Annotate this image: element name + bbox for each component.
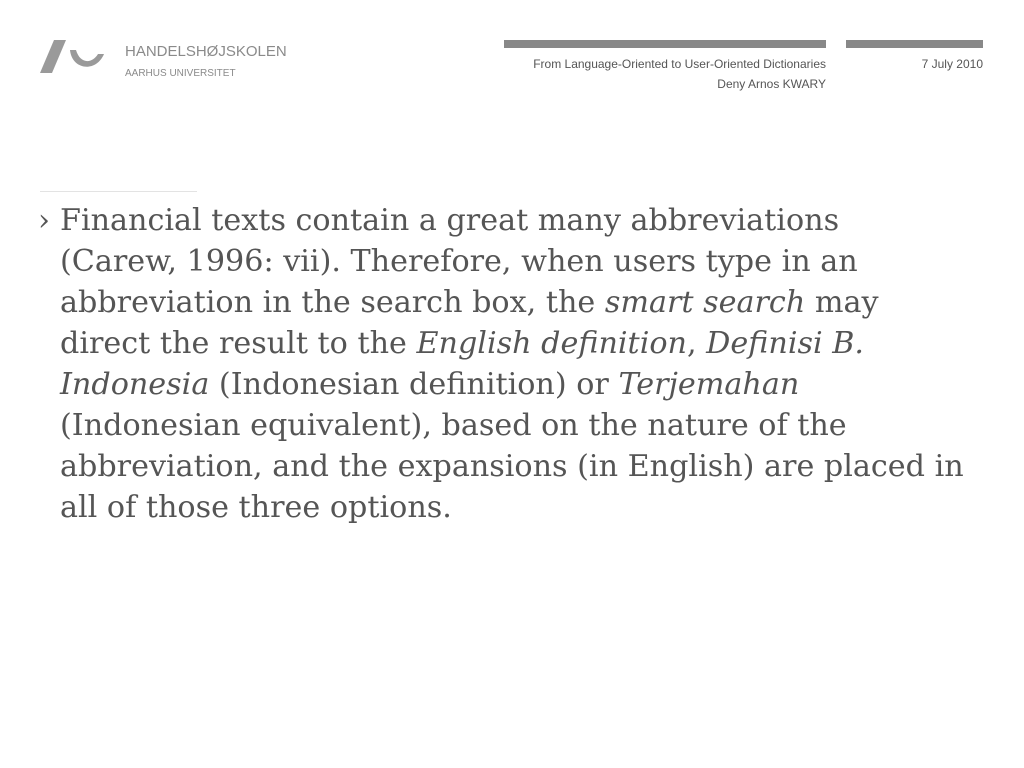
header-title-bar <box>504 40 826 48</box>
emphasized-term: Terjemahan <box>618 367 800 402</box>
emphasized-term: Definisi B. Indonesia <box>60 326 864 402</box>
presentation-date: 7 July 2010 <box>921 57 983 71</box>
au-logo-icon <box>40 40 110 76</box>
bullet-paragraph <box>60 200 965 528</box>
divider <box>40 191 197 192</box>
presentation-title: From Language-Oriented to User-Oriented Dictionaries <box>533 57 826 71</box>
paragraph-text: (Indonesian definition) or <box>209 367 619 402</box>
university-name: AARHUS UNIVERSITET <box>125 68 236 79</box>
emphasized-term: smart search <box>604 285 806 320</box>
paragraph-text: may direct the result to the <box>60 285 879 361</box>
school-name: HANDELSHØJSKOLEN <box>125 43 287 60</box>
presentation-author: Deny Arnos KWARY <box>717 77 826 91</box>
header-date-bar <box>846 40 983 48</box>
paragraph-text: (Indonesian equivalent), based on the nature of the abbreviation, and the expansions (in English) are placed in all of those three options. <box>60 408 964 525</box>
paragraph-text: , <box>686 326 707 361</box>
bullet-marker-icon: › <box>38 203 50 238</box>
paragraph-text: Financial texts contain a great many abbreviations (Carew, 1996: vii). Therefore, when users type in an abbreviation in the search box, the <box>60 203 858 320</box>
emphasized-term: English definition <box>416 326 687 361</box>
